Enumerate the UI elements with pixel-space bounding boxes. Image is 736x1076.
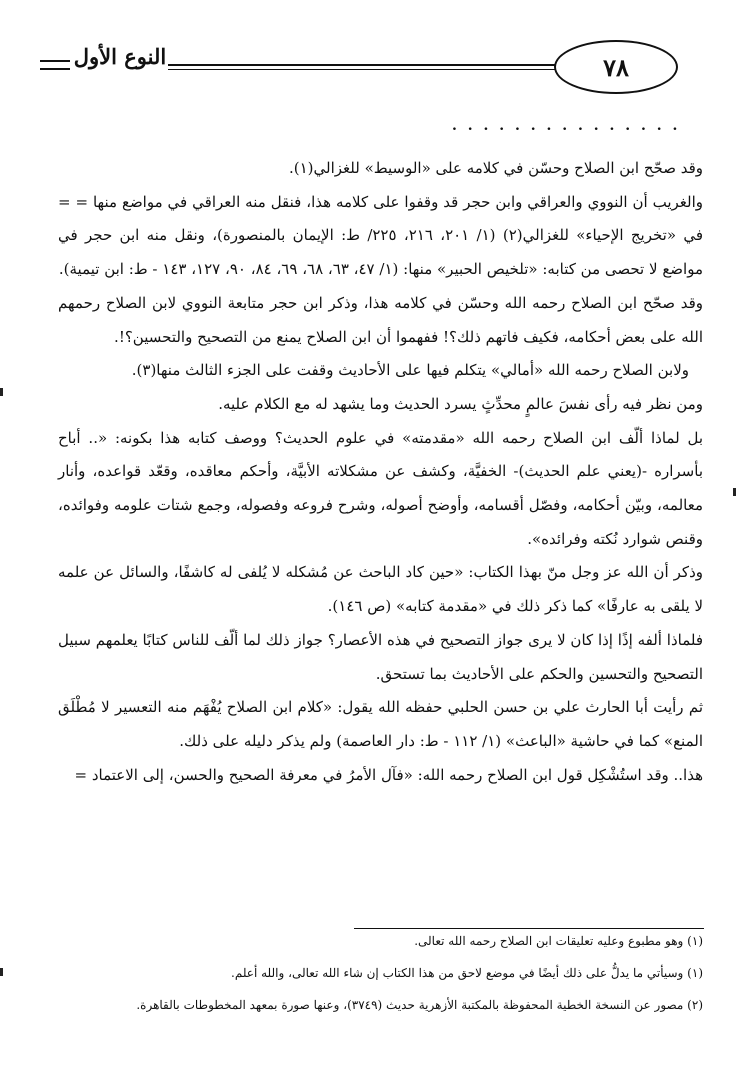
paragraph: ومن نظر فيه رأى نفسَ عالمٍ محدِّثٍ يسرد الحديث وما يشهد له مع الكلام عليه. bbox=[218, 394, 703, 413]
scan-edge-mark bbox=[0, 388, 3, 396]
header-rule bbox=[168, 64, 558, 66]
paragraph: وقد صحّح ابن الصلاح رحمه الله وحسّن في كلامه هذا، وذكر ابن حجر متابعة النووي لابن الصلاح رحمهم الله على بعض أحكامه، فكيف فاتهم ذلك؟! ففهموا أن ابن الصلاح يمنع من التصحيح والتحسين؟!. bbox=[58, 293, 703, 346]
footnotes bbox=[60, 934, 703, 1030]
chapter-title: النوع الأول bbox=[73, 44, 167, 69]
paragraph: فلماذا ألفه إذًا إذا كان لا يرى جواز التصحيح في هذه الأعصار؟ جواز ذلك لما ألّف للناس كتابًا يعلمهم سبيل التصحيح والتحسين والحكم على الأحاديث بما تستحق. bbox=[58, 630, 703, 683]
footnote-divider bbox=[354, 928, 704, 929]
paragraph: ولابن الصلاح رحمه الله «أمالي» يتكلم فيها على الأحاديث وقفت على الجزء الثالث منها(٣). bbox=[131, 361, 689, 380]
paragraph: ثم رأيت أبا الحارث علي بن حسن الحلبي حفظه الله يقول: «كلام ابن الصلاح يُفْهَم منه التعسير لا مُطْلَق المنع» كما في حاشية «الباعث» (١/ ١١٢ - ط: دار العاصمة) ولم يذكر دليله على ذلك. bbox=[58, 698, 703, 750]
page-number: ٧٨ bbox=[554, 40, 678, 94]
paragraph: والغريب أن النووي والعراقي وابن حجر قد وقفوا على كلامه هذا، فنقل منه العراقي في مواضع منها = = في «تخريج الإحياء» للغزالي(٢) (١/ ٢٠١، ٢١٦، ٢٢٥/ ط: الإيمان بالمنصورة)، ونقل منه ابن حجر في مواضع لا تحصى من كتابه: «تلخيص الحبير» منها: (١/ ٤٧، ٦٣، ٦٨، ٦٩، ٨٤، ٩٠، ١٢٧، ١٤٣ - ط: ابن تيمية). bbox=[58, 192, 704, 279]
footnote: (٢) مصور عن النسخة الخطية المحفوظة بالمكتبة الأزهرية حديث (٣٧٤٩)، وعنها صورة بمعهد المخطوطات بالقاهرة. bbox=[136, 998, 703, 1012]
scan-edge-mark bbox=[0, 968, 3, 976]
footnote: (١) وسيأتي ما يدلُّ على ذلك أيضًا في موضع لاحق من هذا الكتاب إن شاء الله تعالى، والله أعلم. bbox=[231, 966, 703, 980]
paragraph: هذا.. وقد استُشْكِل قول ابن الصلاح رحمه الله: «فآل الأمرُ في معرفة الصحيح والحسن، إلى الاعتماد = bbox=[74, 765, 703, 784]
paragraph: وذكر أن الله عز وجل منّ بهذا الكتاب: «حين كاد الباحث عن مُشكله لا يُلفى له كاشفًا، والسائل عن علمه لا يلقى به عارفًا» كما ذكر ذلك في «مقدمة كتابه» (ص ١٤٦). bbox=[58, 563, 703, 616]
page-header bbox=[40, 30, 708, 100]
footnote: (١) وهو مطبوع وعليه تعليقات ابن الصلاح رحمه الله تعالى. bbox=[414, 934, 703, 948]
paragraph: وقد صحّح ابن الصلاح وحسّن في كلامه على «الوسيط» للغزالي(١). bbox=[288, 159, 703, 177]
header-rule-thin bbox=[168, 69, 558, 70]
main-text bbox=[58, 152, 703, 792]
separator-dots: . . . . . . . . . . . . . . . bbox=[452, 118, 681, 134]
paragraph: بل لماذا ألّف ابن الصلاح رحمه الله «مقدمته» في علوم الحديث؟ ووصف كتابه هذا بكونه: «.. أباح بأسراره -(يعني علم الحديث)- الخفيَّة، وكشف عن مشكلاته الأبيَّة، وأحكم معاقده، وقعّد قواعده، وأنار معالمه، وبيّن أحكامه، وفصّل أقسامه، وأوضح أصوله، وشرح فروعه وفصوله، وجمع شتات علومه وفوائده، وقنص شوارد نُكته وفرائده». bbox=[58, 428, 703, 548]
